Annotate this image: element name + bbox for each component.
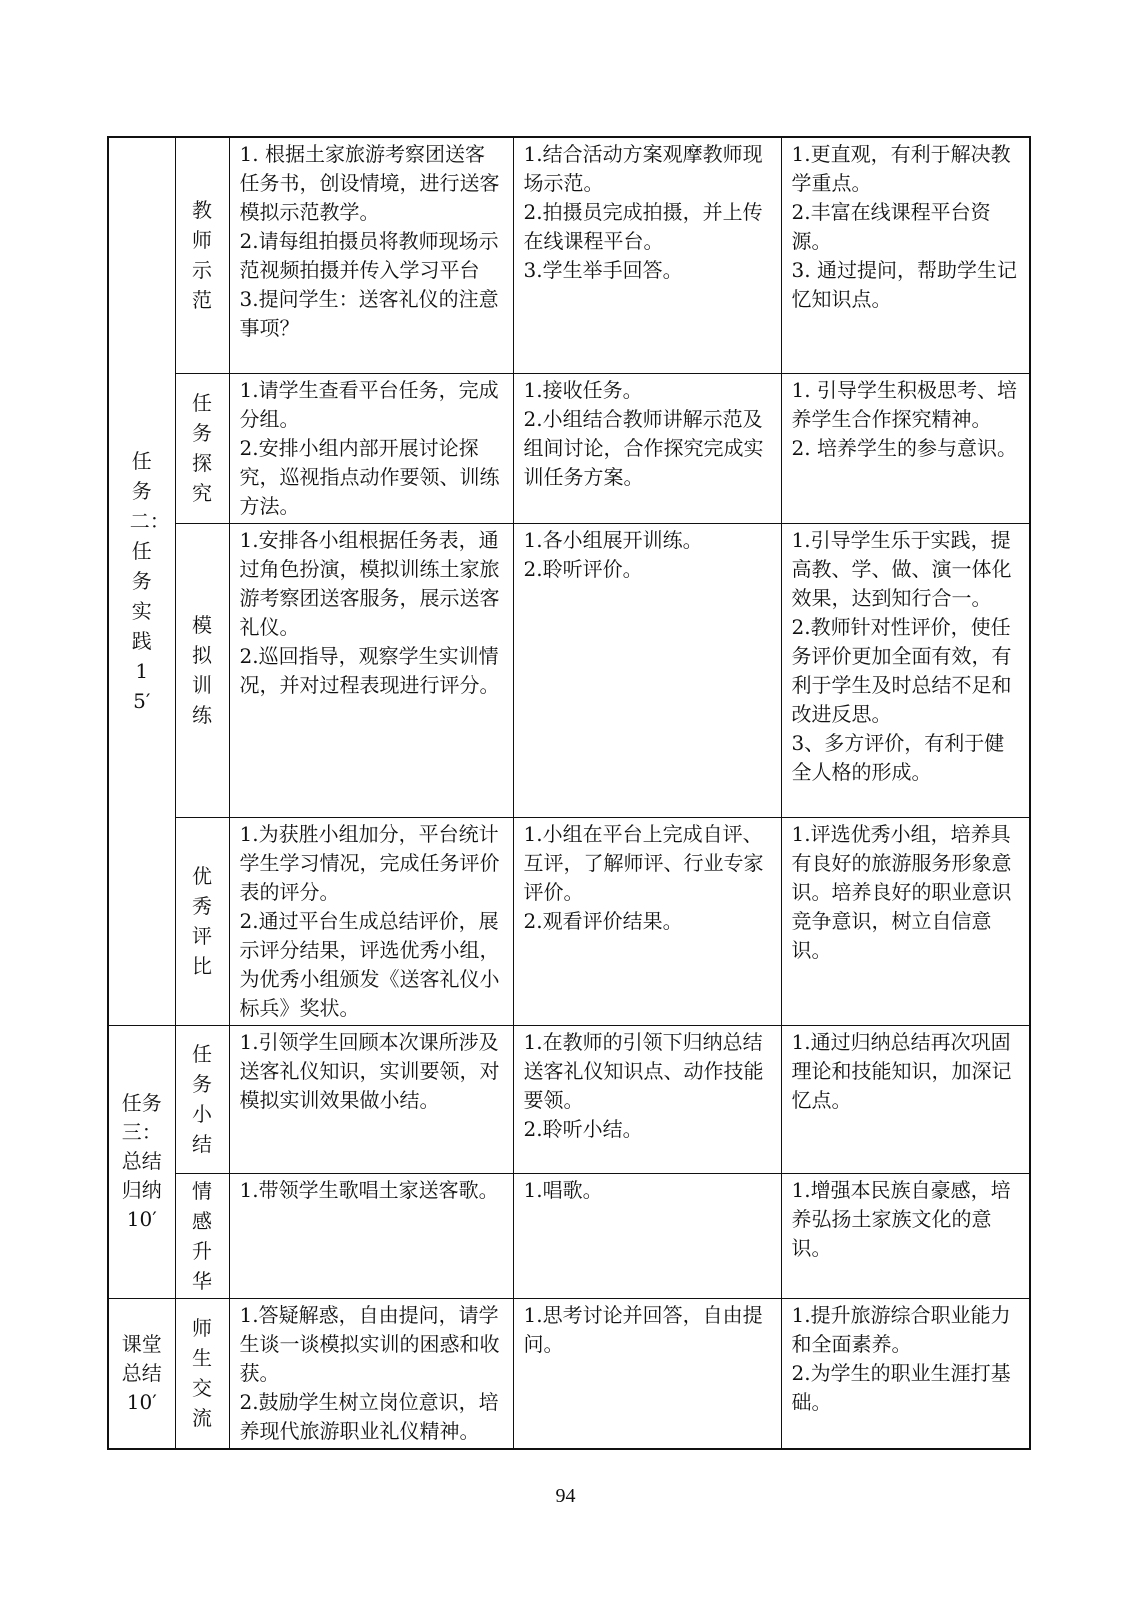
teacher-activity-cell: [229, 1298, 513, 1449]
student-activity-cell: [513, 523, 781, 817]
cell-text-line: 2.拍摄员完成拍摄，并上传在线课程平台。: [523, 200, 763, 253]
activity-step-label: 师生交流: [192, 1316, 212, 1430]
student-activity-cell: [513, 1173, 781, 1298]
cell-text-line: 1.唱歌。: [523, 1177, 603, 1202]
cell-text-line: 1.带领学生歌唱土家送客歌。: [239, 1177, 499, 1202]
cell-text-line: 2.教师针对性评价，使任务评价更加全面有效，有利于学生及时总结不足和改进反思。: [791, 614, 1012, 726]
student-activity-cell: [513, 1025, 781, 1173]
lesson-plan-table: [107, 136, 1031, 1450]
cell-text-line: 1.结合活动方案观摩教师现场示范。: [523, 142, 763, 195]
design-intent-cell: [781, 137, 1030, 373]
student-activity-cell: [513, 817, 781, 1025]
cell-text-line: 2.观看评价结果。: [523, 908, 683, 933]
table-body: [108, 137, 1030, 1449]
task-phase-label: 任务二：任务实践15′: [129, 449, 170, 714]
page-number: 94: [555, 1485, 576, 1507]
task-phase-cell: [108, 137, 175, 1025]
cell-text-line: 1.在教师的引领下归纳总结送客礼仪知识点、动作技能要领。: [523, 1029, 764, 1112]
cell-text-line: 2.通过平台生成总结评价，展示评分结果，评选优秀小组，为优秀小组颁发《送客礼仪小标兵》奖状。: [239, 908, 500, 1020]
cell-text-line: 2.安排小组内部开展讨论探究，巡视指点动作要领、训练方法。: [239, 435, 500, 518]
cell-text-line: 1.更直观，有利于解决教学重点。: [791, 142, 1011, 195]
cell-text-line: 3.学生举手回答。: [523, 258, 683, 282]
cell-text-line: 2.小组结合教师讲解示范及组间讨论，合作探究完成实训任务方案。: [523, 406, 764, 489]
table-row: [108, 1025, 1030, 1173]
activity-step-label: 优秀评比: [192, 864, 212, 978]
activity-step-label: 教师示范: [192, 198, 212, 313]
teacher-activity-cell: [229, 137, 513, 373]
table-row: [108, 137, 1030, 373]
activity-step-cell: [175, 523, 229, 817]
cell-text-line: 3、多方评价，有利于健全人格的形成。: [791, 730, 1005, 784]
cell-text-line: 1.各小组展开训练。: [523, 527, 703, 552]
cell-text-line: 1.为获胜小组加分，平台统计学生学习情况，完成任务评价表的评分。: [239, 821, 500, 904]
activity-step-cell: [175, 817, 229, 1025]
cell-text-line: 2.聆听小结。: [523, 1116, 643, 1141]
cell-text-line: 1.答疑解惑，自由提问，请学生谈一谈模拟实训的困惑和收获。: [239, 1302, 500, 1385]
design-intent-cell: [781, 817, 1030, 1025]
cell-text-line: 1.提升旅游综合职业能力和全面素养。: [791, 1302, 1011, 1356]
cell-text-line: 2.丰富在线课程平台资源。: [791, 200, 991, 253]
cell-text-line: 2.为学生的职业生涯打基础。: [791, 1360, 1011, 1414]
table-row: [108, 817, 1030, 1025]
cell-text-line: 1.引导学生乐于实践，提高教、学、做、演一体化效果，达到知行合一。: [791, 527, 1012, 610]
cell-text-line: 1.思考讨论并回答，自由提问。: [523, 1302, 763, 1356]
student-activity-cell: [513, 1298, 781, 1449]
cell-text-line: 1.接收任务。: [523, 377, 643, 402]
activity-step-cell: [175, 1298, 229, 1449]
design-intent-cell: [781, 1025, 1030, 1173]
table-row: [108, 373, 1030, 523]
activity-step-label: 任务小结: [192, 1042, 212, 1156]
table-row: [108, 1298, 1030, 1449]
teacher-activity-cell: [229, 817, 513, 1025]
cell-text-line: 2. 培养学生的参与意识。: [791, 435, 1017, 460]
cell-text-line: 2.聆听评价。: [523, 556, 643, 581]
teacher-activity-cell: [229, 1173, 513, 1298]
cell-text-line: 1.请学生查看平台任务，完成分组。: [239, 377, 499, 431]
table-row: [108, 1173, 1030, 1298]
cell-text-line: 3.提问学生：送客礼仪的注意事项？: [239, 287, 499, 340]
cell-text-line: 1.安排各小组根据任务表，通过角色扮演，模拟训练土家旅游考察团送客服务，展示送客礼仪。: [239, 527, 500, 639]
cell-text-line: 3. 通过提问，帮助学生记忆知识点。: [791, 258, 1017, 311]
activity-step-label: 模拟训练: [192, 613, 212, 727]
design-intent-cell: [781, 1173, 1030, 1298]
cell-text-line: 1.评选优秀小组，培养具有良好的旅游服务形象意识。培养良好的职业意识竞争意识，树立自信意识。: [791, 821, 1012, 962]
design-intent-cell: [781, 1298, 1030, 1449]
cell-text-line: 1.增强本民族自豪感，培养弘扬土家族文化的意识。: [791, 1177, 1011, 1260]
activity-step-cell: [175, 1025, 229, 1173]
task-phase-label: 课堂总结10′: [121, 1331, 162, 1414]
student-activity-cell: [513, 137, 781, 373]
cell-text-line: 2.巡回指导，观察学生实训情况，并对过程表现进行评分。: [239, 643, 500, 697]
design-intent-cell: [781, 373, 1030, 523]
activity-step-cell: [175, 373, 229, 523]
cell-text-line: 1. 根据土家旅游考察团送客任务书，创设情境，进行送客模拟示范教学。: [239, 142, 500, 224]
teacher-activity-cell: [229, 1025, 513, 1173]
teacher-activity-cell: [229, 523, 513, 817]
activity-step-cell: [175, 1173, 229, 1298]
activity-step-cell: [175, 137, 229, 373]
teacher-activity-cell: [229, 373, 513, 523]
student-activity-cell: [513, 373, 781, 523]
cell-text-line: 2.鼓励学生树立岗位意识，培养现代旅游职业礼仪精神。: [239, 1389, 499, 1443]
task-phase-cell: [108, 1298, 175, 1449]
activity-step-label: 情感升华: [192, 1178, 212, 1293]
cell-text-line: 1. 引导学生积极思考、培养学生合作探究精神。: [791, 377, 1017, 431]
cell-text-line: 1.通过归纳总结再次巩固理论和技能知识，加深记忆点。: [791, 1029, 1012, 1112]
cell-text-line: 1.引领学生回顾本次课所涉及送客礼仪知识，实训要领，对模拟实训效果做小结。: [239, 1029, 500, 1112]
task-phase-cell: [108, 1025, 175, 1298]
cell-text-line: 2.请每组拍摄员将教师现场示范视频拍摄并传入学习平台: [239, 229, 499, 282]
cell-text-line: 1.小组在平台上完成自评、互评，了解师评、行业专家评价。: [523, 821, 764, 904]
table-row: [108, 523, 1030, 817]
activity-step-label: 任务探究: [192, 391, 212, 505]
task-phase-label: 任务三：总结归纳10′: [121, 1091, 162, 1231]
design-intent-cell: [781, 523, 1030, 817]
